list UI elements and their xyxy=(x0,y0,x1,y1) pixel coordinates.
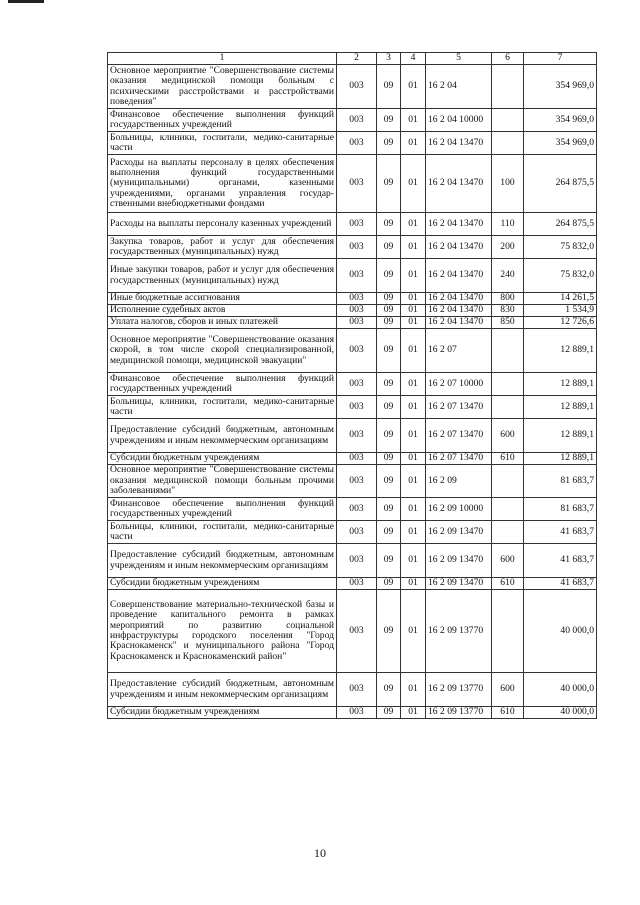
cell-col-4: 01 xyxy=(401,109,426,132)
cell-name: Субсидии бюджетным учреждениям xyxy=(108,707,337,719)
corner-mark xyxy=(8,0,44,3)
cell-name: Закупка товаров, работ и услуг для обеспечения государственных (муниципальных) нужд xyxy=(108,236,337,259)
cell-col-7: 1 534,9 xyxy=(524,305,597,317)
cell-col-5: 16 2 07 13470 xyxy=(426,453,492,465)
cell-name: Основное мероприятие "Совершенствование системы оказания медицинской помощи больным прочими заболеваниями" xyxy=(108,465,337,498)
cell-col-7: 264 875,5 xyxy=(524,213,597,236)
cell-name: Предоставление субсидий бюджетным, автономным учреждениям и иным некоммерческим организациям xyxy=(108,544,337,578)
table-row xyxy=(108,544,597,578)
cell-col-2: 003 xyxy=(337,498,377,521)
cell-col-5: 16 2 04 xyxy=(426,65,492,109)
column-header-3: 3 xyxy=(377,53,401,65)
cell-col-5: 16 2 04 13470 xyxy=(426,259,492,293)
cell-col-4: 01 xyxy=(401,65,426,109)
cell-col-6: 850 xyxy=(492,317,524,329)
cell-col-4: 01 xyxy=(401,213,426,236)
cell-col-2: 003 xyxy=(337,109,377,132)
cell-col-7: 40 000,0 xyxy=(524,707,597,719)
table-row xyxy=(108,419,597,453)
cell-name: Предоставление субсидий бюджетным, автономным учреждениям и иным некоммерческим организациям xyxy=(108,419,337,453)
cell-name: Расходы на выплаты персоналу казенных учреждений xyxy=(108,213,337,236)
cell-col-5: 16 2 09 13470 xyxy=(426,544,492,578)
cell-col-4: 01 xyxy=(401,544,426,578)
cell-col-2: 003 xyxy=(337,673,377,707)
table-row xyxy=(108,213,597,236)
table-row xyxy=(108,373,597,396)
cell-name: Субсидии бюджетным учреждениям xyxy=(108,578,337,590)
table-body xyxy=(108,65,597,719)
column-header-1: 1 xyxy=(108,53,337,65)
cell-col-6: 610 xyxy=(492,453,524,465)
cell-col-2: 003 xyxy=(337,465,377,498)
table-row xyxy=(108,132,597,155)
cell-col-4: 01 xyxy=(401,707,426,719)
column-header-6: 6 xyxy=(492,53,524,65)
cell-col-4: 01 xyxy=(401,317,426,329)
cell-col-4: 01 xyxy=(401,578,426,590)
cell-name: Основное мероприятие "Совершенствование системы оказания медицинской помощи больным с психическими расстройствами и расстройствами поведения" xyxy=(108,65,337,109)
cell-col-3: 09 xyxy=(377,498,401,521)
cell-col-7: 40 000,0 xyxy=(524,673,597,707)
cell-col-7: 81 683,7 xyxy=(524,465,597,498)
table-row xyxy=(108,259,597,293)
column-header-2: 2 xyxy=(337,53,377,65)
cell-col-2: 003 xyxy=(337,453,377,465)
cell-col-3: 09 xyxy=(377,65,401,109)
cell-col-2: 003 xyxy=(337,521,377,544)
cell-col-3: 09 xyxy=(377,544,401,578)
cell-col-2: 003 xyxy=(337,155,377,213)
cell-col-3: 09 xyxy=(377,373,401,396)
cell-col-5: 16 2 09 13770 xyxy=(426,707,492,719)
cell-name: Финансовое обеспечение выполнения функций государственных учреждений xyxy=(108,109,337,132)
cell-col-7: 41 683,7 xyxy=(524,578,597,590)
cell-col-7: 12 889,1 xyxy=(524,373,597,396)
cell-col-2: 003 xyxy=(337,259,377,293)
cell-col-6 xyxy=(492,109,524,132)
cell-col-6: 600 xyxy=(492,544,524,578)
cell-col-3: 09 xyxy=(377,465,401,498)
table-row xyxy=(108,236,597,259)
cell-col-3: 09 xyxy=(377,236,401,259)
cell-col-2: 003 xyxy=(337,419,377,453)
table-row xyxy=(108,155,597,213)
table-row xyxy=(108,590,597,673)
cell-col-7: 40 000,0 xyxy=(524,590,597,673)
cell-col-5: 16 2 04 13470 xyxy=(426,293,492,305)
cell-col-3: 09 xyxy=(377,132,401,155)
cell-col-2: 003 xyxy=(337,293,377,305)
cell-col-7: 75 832,0 xyxy=(524,236,597,259)
cell-col-7: 12 889,1 xyxy=(524,453,597,465)
cell-col-3: 09 xyxy=(377,305,401,317)
cell-col-6 xyxy=(492,373,524,396)
column-header-7: 7 xyxy=(524,53,597,65)
cell-col-3: 09 xyxy=(377,317,401,329)
cell-name: Основное мероприятие "Совершенствование оказания скорой, в том числе скорой специализированной, медицинской помощи, медицинской эвакуации" xyxy=(108,329,337,373)
cell-col-2: 003 xyxy=(337,373,377,396)
cell-col-7: 354 969,0 xyxy=(524,65,597,109)
cell-col-4: 01 xyxy=(401,396,426,419)
cell-col-6 xyxy=(492,132,524,155)
page-number: 10 xyxy=(314,846,326,860)
cell-col-2: 003 xyxy=(337,236,377,259)
cell-col-3: 09 xyxy=(377,578,401,590)
cell-col-2: 003 xyxy=(337,544,377,578)
cell-col-6: 800 xyxy=(492,293,524,305)
cell-col-3: 09 xyxy=(377,707,401,719)
cell-col-6: 200 xyxy=(492,236,524,259)
cell-col-7: 14 261,5 xyxy=(524,293,597,305)
table-row xyxy=(108,673,597,707)
budget-table xyxy=(107,52,597,719)
cell-col-3: 09 xyxy=(377,590,401,673)
cell-name: Больницы, клиники, госпитали, медико-санитарные части xyxy=(108,132,337,155)
cell-col-5: 16 2 09 xyxy=(426,465,492,498)
cell-col-3: 09 xyxy=(377,673,401,707)
cell-col-4: 01 xyxy=(401,293,426,305)
cell-col-6 xyxy=(492,590,524,673)
cell-col-4: 01 xyxy=(401,590,426,673)
table-row xyxy=(108,329,597,373)
table-row xyxy=(108,317,597,329)
cell-name: Предоставление субсидий бюджетным, автономным учреждениям и иным некоммерческим организациям xyxy=(108,673,337,707)
cell-col-6: 830 xyxy=(492,305,524,317)
cell-col-3: 09 xyxy=(377,453,401,465)
cell-col-6: 240 xyxy=(492,259,524,293)
cell-col-3: 09 xyxy=(377,293,401,305)
table-row xyxy=(108,65,597,109)
cell-col-5: 16 2 04 13470 xyxy=(426,236,492,259)
cell-col-4: 01 xyxy=(401,498,426,521)
cell-col-7: 12 889,1 xyxy=(524,329,597,373)
cell-name: Уплата налогов, сборов и иных платежей xyxy=(108,317,337,329)
cell-col-3: 09 xyxy=(377,521,401,544)
cell-col-7: 41 683,7 xyxy=(524,544,597,578)
cell-col-7: 41 683,7 xyxy=(524,521,597,544)
cell-col-6: 100 xyxy=(492,155,524,213)
table-row xyxy=(108,453,597,465)
cell-col-6 xyxy=(492,498,524,521)
cell-col-4: 01 xyxy=(401,155,426,213)
cell-col-2: 003 xyxy=(337,590,377,673)
cell-col-2: 003 xyxy=(337,707,377,719)
cell-col-6: 610 xyxy=(492,578,524,590)
cell-col-3: 09 xyxy=(377,419,401,453)
cell-col-6: 610 xyxy=(492,707,524,719)
table-row xyxy=(108,293,597,305)
table-row xyxy=(108,305,597,317)
header-row xyxy=(108,53,597,65)
cell-col-2: 003 xyxy=(337,305,377,317)
cell-name: Финансовое обеспечение выполнения функций государственных учреждений xyxy=(108,498,337,521)
cell-col-7: 12 889,1 xyxy=(524,396,597,419)
table-row xyxy=(108,521,597,544)
cell-col-4: 01 xyxy=(401,259,426,293)
cell-col-4: 01 xyxy=(401,305,426,317)
table-row xyxy=(108,578,597,590)
table-row xyxy=(108,396,597,419)
cell-col-5: 16 2 09 13470 xyxy=(426,578,492,590)
cell-col-4: 01 xyxy=(401,132,426,155)
column-header-4: 4 xyxy=(401,53,426,65)
cell-col-7: 12 889,1 xyxy=(524,419,597,453)
cell-col-5: 16 2 04 13470 xyxy=(426,305,492,317)
cell-col-5: 16 2 04 13470 xyxy=(426,317,492,329)
cell-col-7: 354 969,0 xyxy=(524,109,597,132)
cell-col-2: 003 xyxy=(337,317,377,329)
cell-col-5: 16 2 07 10000 xyxy=(426,373,492,396)
cell-col-6 xyxy=(492,465,524,498)
cell-col-4: 01 xyxy=(401,329,426,373)
cell-col-5: 16 2 04 10000 xyxy=(426,109,492,132)
cell-col-3: 09 xyxy=(377,396,401,419)
cell-col-4: 01 xyxy=(401,465,426,498)
cell-col-4: 01 xyxy=(401,673,426,707)
cell-col-5: 16 2 09 13770 xyxy=(426,590,492,673)
cell-col-7: 264 875,5 xyxy=(524,155,597,213)
cell-col-2: 003 xyxy=(337,213,377,236)
cell-col-2: 003 xyxy=(337,396,377,419)
cell-col-3: 09 xyxy=(377,213,401,236)
cell-col-6 xyxy=(492,521,524,544)
cell-col-3: 09 xyxy=(377,329,401,373)
cell-col-6: 600 xyxy=(492,419,524,453)
cell-name: Больницы, клиники, госпитали, медико-санитарные части xyxy=(108,521,337,544)
cell-name: Иные закупки товаров, работ и услуг для обеспечения государственных (муниципальных) нужд xyxy=(108,259,337,293)
cell-col-3: 09 xyxy=(377,155,401,213)
cell-col-7: 12 726,6 xyxy=(524,317,597,329)
table-row xyxy=(108,109,597,132)
cell-col-3: 09 xyxy=(377,109,401,132)
table-row xyxy=(108,465,597,498)
cell-col-5: 16 2 09 13770 xyxy=(426,673,492,707)
cell-col-4: 01 xyxy=(401,419,426,453)
cell-col-4: 01 xyxy=(401,373,426,396)
cell-col-6 xyxy=(492,396,524,419)
cell-name: Больницы, клиники, госпитали, медико-санитарные части xyxy=(108,396,337,419)
cell-col-6 xyxy=(492,65,524,109)
cell-col-5: 16 2 07 xyxy=(426,329,492,373)
cell-name: Совершенствование материально-технической базы и проведение капитального ремонта в рамках мероприятий по развитию социальной инфраструктуры городского поселения "Город Краснокаменск" и муниципального района "Город Краснокаменск и Краснокаменский район" xyxy=(108,590,337,673)
cell-col-4: 01 xyxy=(401,521,426,544)
cell-col-5: 16 2 04 13470 xyxy=(426,155,492,213)
cell-col-3: 09 xyxy=(377,259,401,293)
cell-col-6: 600 xyxy=(492,673,524,707)
cell-col-5: 16 2 09 10000 xyxy=(426,498,492,521)
cell-col-2: 003 xyxy=(337,65,377,109)
cell-col-6 xyxy=(492,329,524,373)
cell-col-7: 75 832,0 xyxy=(524,259,597,293)
cell-col-5: 16 2 07 13470 xyxy=(426,419,492,453)
cell-col-5: 16 2 04 13470 xyxy=(426,213,492,236)
cell-name: Иные бюджетные ассигнования xyxy=(108,293,337,305)
cell-col-5: 16 2 04 13470 xyxy=(426,132,492,155)
table-row xyxy=(108,498,597,521)
cell-col-4: 01 xyxy=(401,453,426,465)
column-header-5: 5 xyxy=(426,53,492,65)
cell-name: Расходы на выплаты персоналу в целях обеспечения выполнения функций государственными (муниципальными) органами, казенными учреждениями, органами управления государственными внебюджетными фондами xyxy=(108,155,337,213)
cell-col-7: 354 969,0 xyxy=(524,132,597,155)
cell-col-2: 003 xyxy=(337,329,377,373)
cell-col-5: 16 2 09 13470 xyxy=(426,521,492,544)
cell-col-5: 16 2 07 13470 xyxy=(426,396,492,419)
cell-col-2: 003 xyxy=(337,132,377,155)
cell-name: Финансовое обеспечение выполнения функций государственных учреждений xyxy=(108,373,337,396)
cell-col-2: 003 xyxy=(337,578,377,590)
cell-col-4: 01 xyxy=(401,236,426,259)
cell-col-6: 110 xyxy=(492,213,524,236)
cell-name: Исполнение судебных актов xyxy=(108,305,337,317)
cell-name: Субсидии бюджетным учреждениям xyxy=(108,453,337,465)
table-row xyxy=(108,707,597,719)
cell-col-7: 81 683,7 xyxy=(524,498,597,521)
